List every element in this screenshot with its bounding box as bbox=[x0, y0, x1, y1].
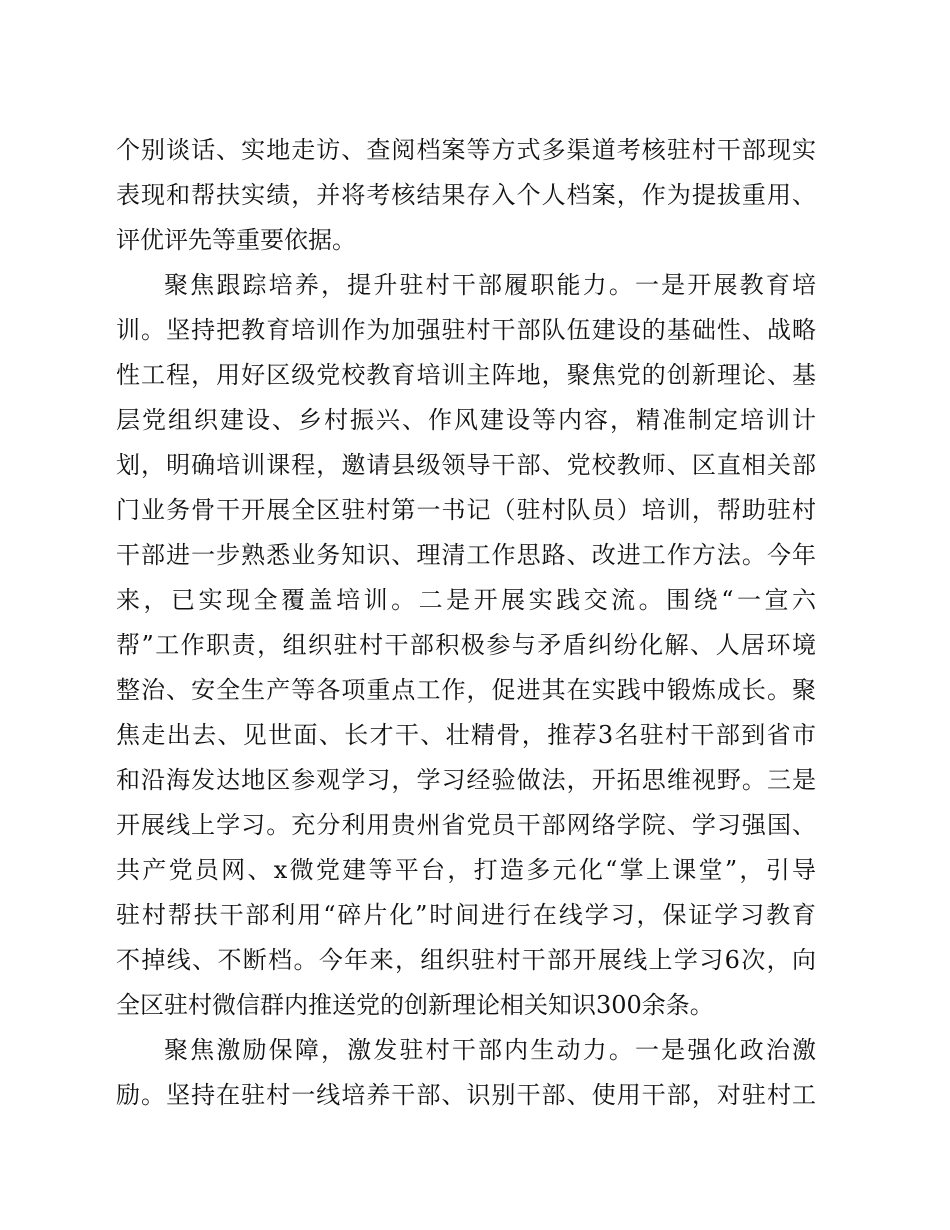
text-line: 表现和帮扶实绩，并将考核结果存入个人档案，作为提拔重用、 bbox=[116, 181, 816, 209]
text-line: 评优评先等重要依据。 bbox=[116, 226, 356, 254]
text-line: 开展线上学习。充分利用贵州省党员干部网络学院、学习强国、 bbox=[116, 811, 816, 839]
text-line: 共产党员网、x微党建等平台，打造多元化“掌上课堂”，引导 bbox=[116, 856, 816, 884]
text-line: 性工程，用好区级党校教育培训主阵地，聚焦党的创新理论、基 bbox=[116, 361, 816, 389]
text-line: 训。坚持把教育培训作为加强驻村干部队伍建设的基础性、战略 bbox=[116, 316, 816, 344]
text-line: 整治、安全生产等各项重点工作，促进其在实践中锻炼成长。聚 bbox=[116, 676, 816, 704]
text-line: 焦走出去、见世面、长才干、壮精骨，推荐3名驻村干部到省市 bbox=[116, 721, 816, 749]
text-line: 和沿海发达地区参观学习，学习经验做法，开拓思维视野。三是 bbox=[116, 766, 816, 794]
text-line: 不掉线、不断档。今年来，组织驻村干部开展线上学习6次，向 bbox=[116, 946, 816, 974]
text-line: 划，明确培训课程，邀请县级领导干部、党校教师、区直相关部 bbox=[116, 451, 816, 479]
text-line: 来，已实现全覆盖培训。二是开展实践交流。围绕“一宣六 bbox=[116, 586, 816, 614]
text-line: 励。坚持在驻村一线培养干部、识别干部、使用干部，对驻村工 bbox=[116, 1081, 816, 1109]
text-line: 个别谈话、实地走访、查阅档案等方式多渠道考核驻村干部现实 bbox=[116, 136, 816, 164]
text-line: 门业务骨干开展全区驻村第一书记（驻村队员）培训，帮助驻村 bbox=[116, 496, 816, 524]
text-line: 帮”工作职责，组织驻村干部积极参与矛盾纠纷化解、人居环境 bbox=[116, 631, 816, 659]
text-line: 层党组织建设、乡村振兴、作风建设等内容，精准制定培训计 bbox=[116, 406, 816, 434]
text-line: 干部进一步熟悉业务知识、理清工作思路、改进工作方法。今年 bbox=[116, 541, 816, 569]
text-line: 全区驻村微信群内推送党的创新理论相关知识300余条。 bbox=[116, 991, 714, 1019]
paragraph-first-line: 聚焦跟踪培养，提升驻村干部履职能力。一是开展教育培 bbox=[164, 271, 816, 299]
text-line: 驻村帮扶干部利用“碎片化”时间进行在线学习，保证学习教育 bbox=[116, 901, 816, 929]
paragraph-first-line: 聚焦激励保障，激发驻村干部内生动力。一是强化政治激 bbox=[164, 1036, 816, 1064]
document-body bbox=[116, 128, 816, 1118]
